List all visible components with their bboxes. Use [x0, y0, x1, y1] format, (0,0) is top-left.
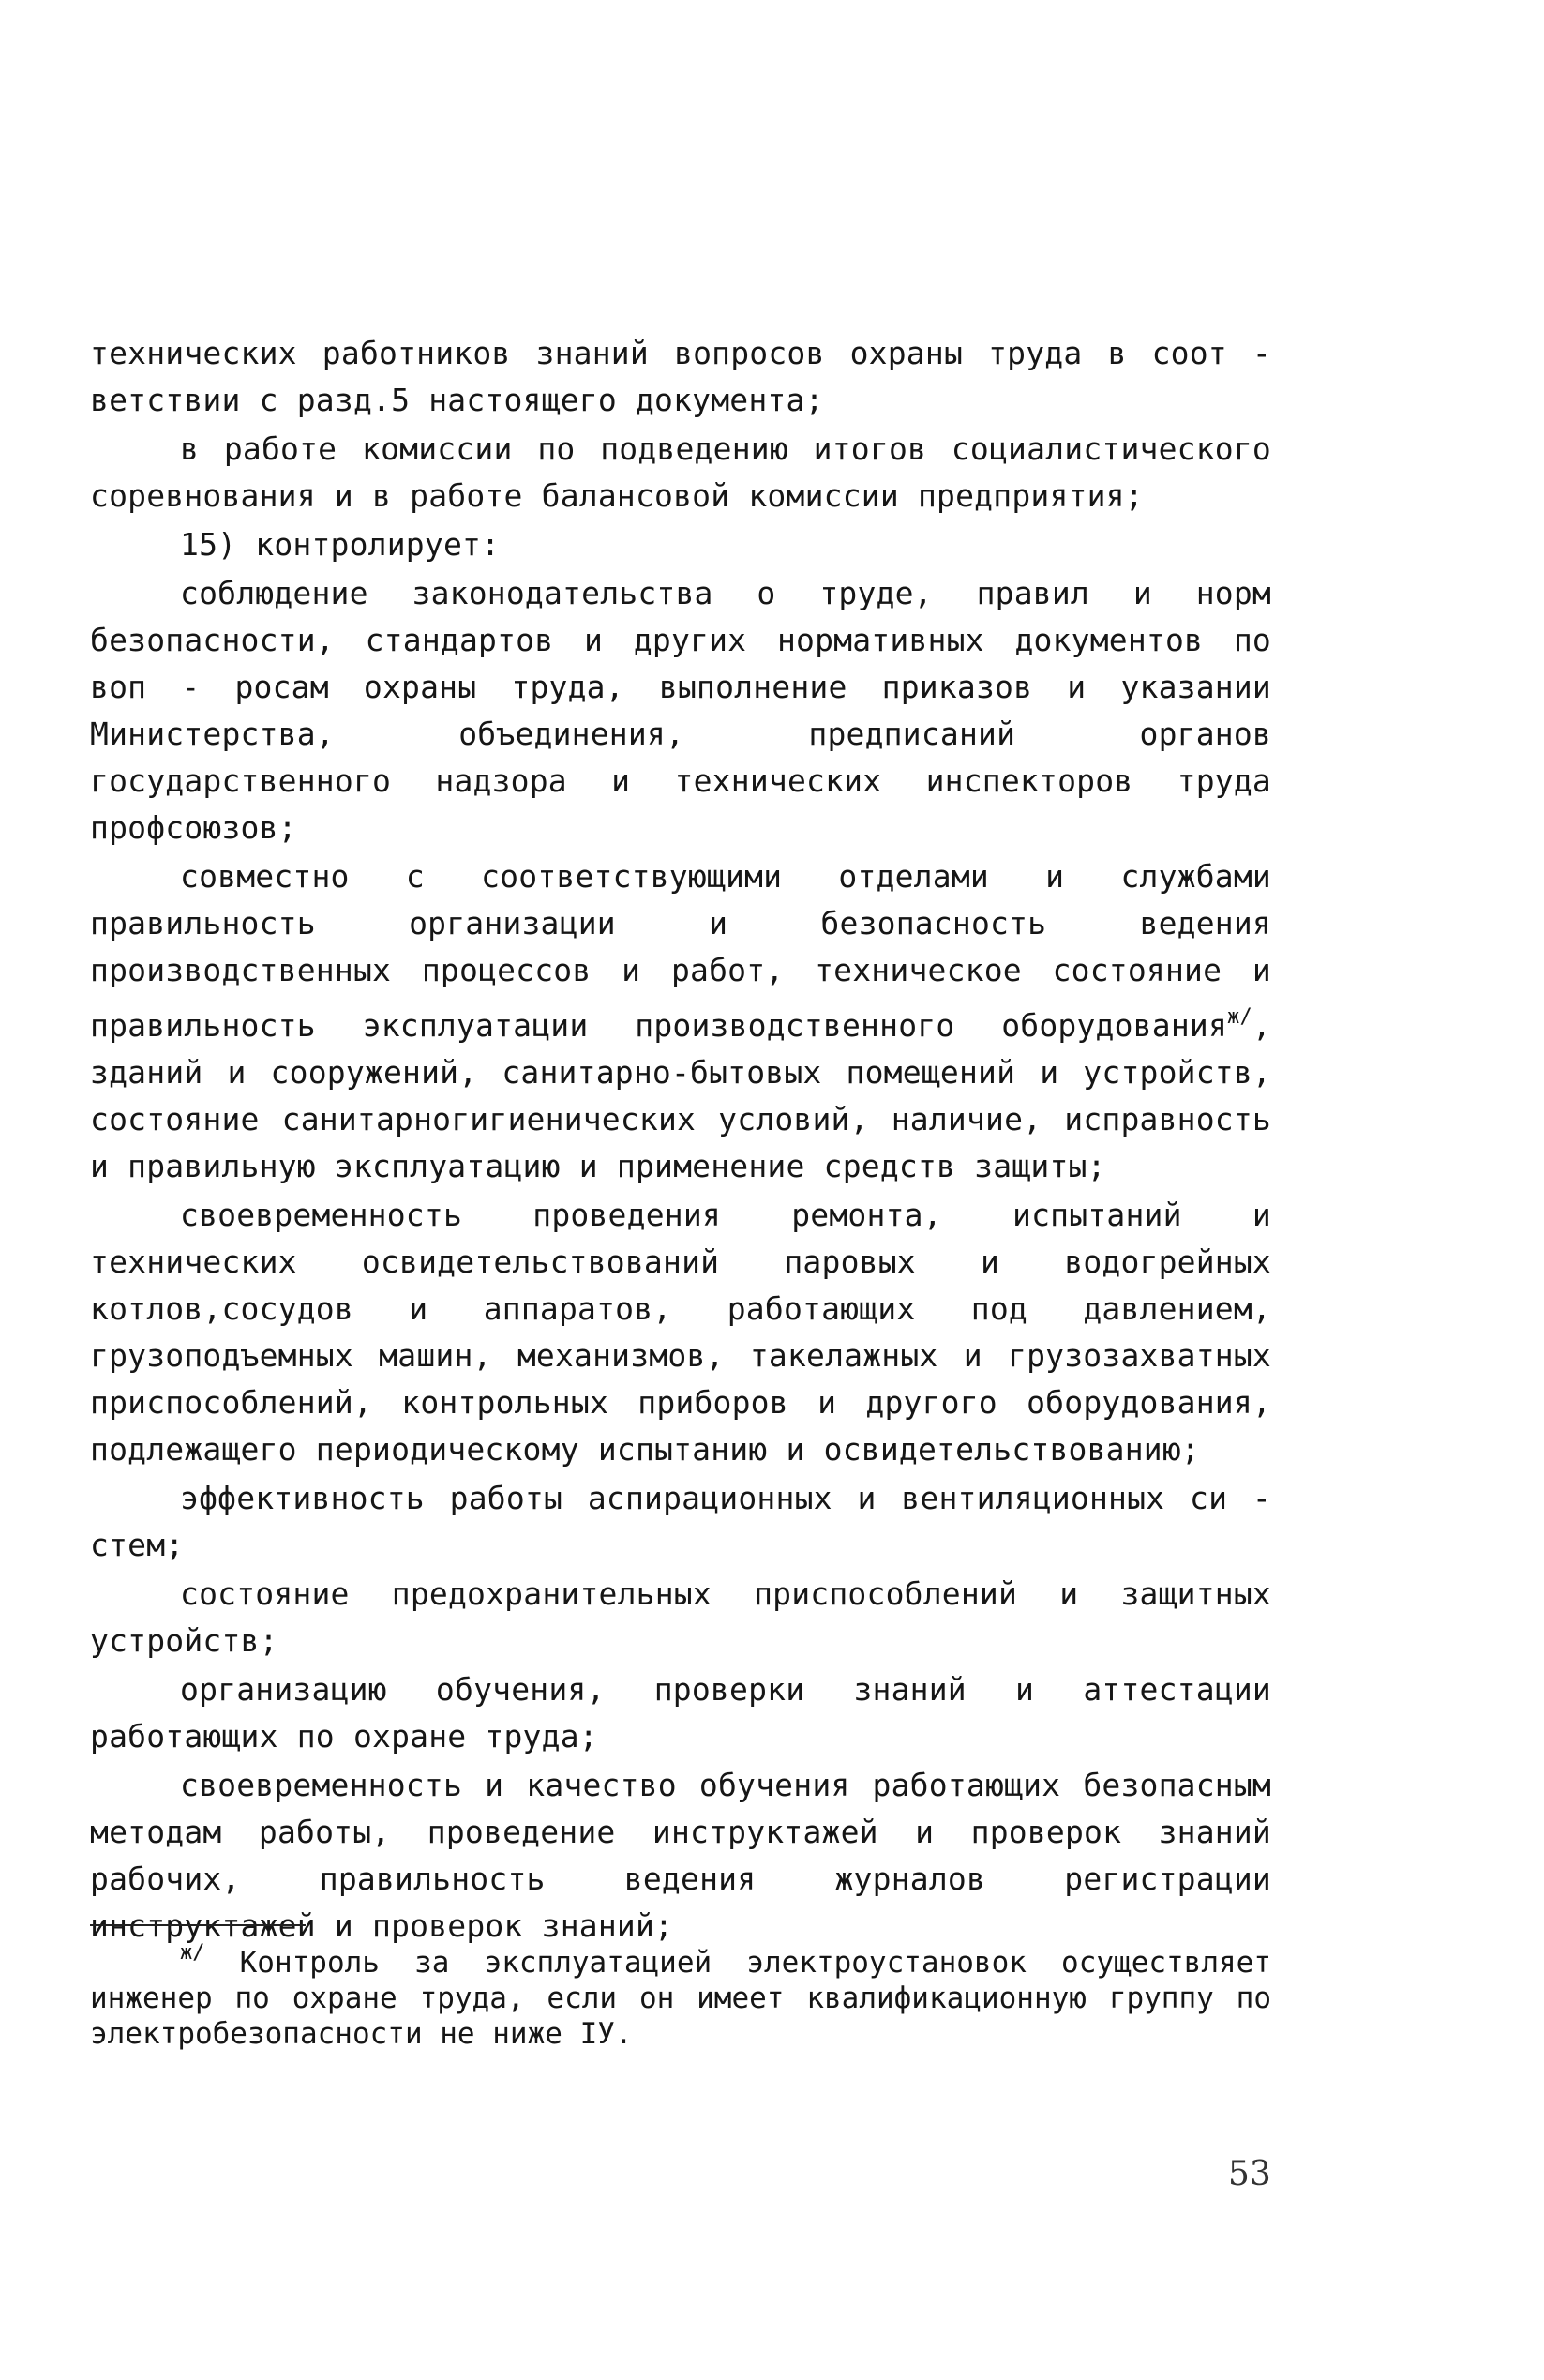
paragraph-legislation-compliance: соблюдение законодательства о труде, правил и норм безопасности, стандартов и других нормативных документов по воп - росам охраны труда, выполнение приказов и указании Министерства, объединения, предписаний органов государственного надзора и технических инспекторов труда профсоюзов;: [90, 575, 1271, 846]
page-number: 53: [1228, 2155, 1271, 2193]
paragraph-process-safety: [90, 853, 1271, 1190]
paragraph-ventilation: эффективность работы аспирационных и вентиляционных си - стем;: [90, 1480, 1271, 1563]
paragraph-repairs-inspections: своевременность проведения ремонта, испытаний и технических освидетельствований паровых и водогрейных котлов,сосудов и аппаратов, работающих под давлением, грузоподъемных машин, механизмов, такелажных и грузозахватных приспособлений, контрольных приборов и другого оборудования, подлежащего периодическому испытанию и освидетельствованию;: [90, 1197, 1271, 1468]
paragraph-continuation: технических работников знаний вопросов охраны труда в соот - ветствии с разд.5 настоящего документа;: [90, 335, 1271, 418]
footnote-divider: [90, 1924, 306, 1926]
paragraph-training-quality: своевременность и качество обучения работающих безопасным методам работы, проведение инструктажей и проверок знаний рабочих, правильность ведения журналов регистрации инструктажей и проверок знаний;: [90, 1767, 1271, 1944]
paragraph-process-safety-part2: , зданий и сооружений, санитарно-бытовых помещений и устройств, состояние санитарногигиенических условий, наличие, исправность и правильную эксплуатацию и применение средств защиты;: [90, 1007, 1271, 1184]
footnote: [90, 1936, 1271, 2052]
paragraph-item-15-heading: 15) контролирует:: [180, 526, 501, 563]
footnote-text: Контроль за эксплуатацией электроустановок осуществляет инженер по охране труда, если он имеет квалификационную группу по электробезопасности не ниже IУ.: [90, 1946, 1271, 2051]
footnote-reference-marker: ж/: [1227, 1005, 1252, 1029]
paragraph-protective-devices: состояние предохранительных приспособлений и защитных устройств;: [90, 1575, 1271, 1659]
body-text: [90, 330, 1271, 1950]
paragraph-process-safety-part1: совместно с соответствующими отделами и службами правильность организации и безопасность ведения производственных процессов и работ, техническое состояние и правильность эксплуатации производственного оборудования: [90, 858, 1271, 1044]
footnote-marker: ж/: [180, 1941, 205, 1965]
paragraph-training-organization: организацию обучения, проверки знаний и аттестации работающих по охране труда;: [90, 1671, 1271, 1755]
paragraph-commission-work: в работе комиссии по подведению итогов социалистического соревнования и в работе балансовой комиссии предприятия;: [90, 430, 1271, 514]
